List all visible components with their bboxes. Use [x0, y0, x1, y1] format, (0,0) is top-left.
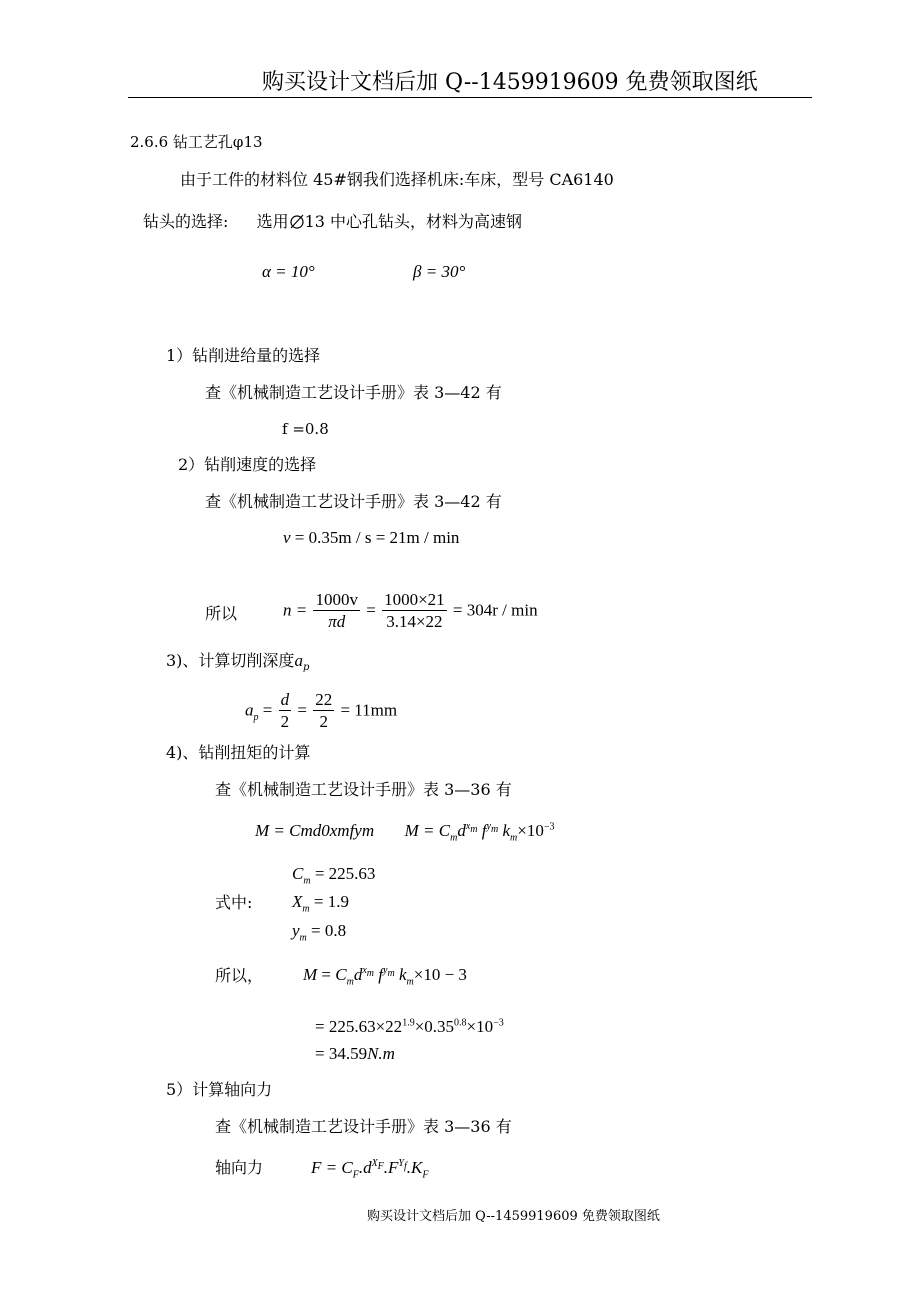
axial-force-label: 轴向力 — [215, 1158, 264, 1177]
step3-symbol: a — [294, 651, 303, 670]
depth-lhs: a — [245, 700, 254, 720]
coef-c-value: = 225.63 — [314, 864, 376, 883]
depth-result: = 11mm — [340, 700, 398, 720]
equals-sign-2: = — [297, 700, 307, 720]
intro-paragraph: 由于工件的材料位 45#钢我们选择机床:车床，型号 CA6140 — [180, 170, 614, 189]
coef-y: $y_m = 0.8$ — [292, 921, 347, 944]
rpm-result: = 304r / min — [452, 600, 538, 620]
torque-formula-2: M = C — [404, 821, 451, 840]
step1-value: f =0.8 — [282, 420, 329, 438]
step5-title: 5）计算轴向力 — [166, 1080, 273, 1099]
depth-fraction-1 — [279, 690, 292, 733]
torque-calc-exp1: 1.9 — [402, 1017, 415, 1029]
coef-x: $X_m = 1.9$ — [292, 892, 349, 915]
step5-ref: 查《机械制造工艺设计手册》表 3—36 有 — [215, 1117, 512, 1136]
torque-sub-tail: ×10 − 3 — [413, 965, 467, 984]
depth-fraction-2-den: 2 — [319, 712, 328, 731]
depth-fraction-1-den: 2 — [280, 712, 290, 731]
torque-formula-tail: ×10 — [517, 821, 544, 840]
diameter-icon — [289, 212, 305, 230]
velocity-symbol: v — [283, 528, 291, 547]
depth-fraction-2-num: 22 — [315, 690, 333, 709]
header-rule — [128, 97, 812, 98]
torque-calc-exp2: 0.8 — [454, 1017, 467, 1029]
therefore-label-2: 所以， — [215, 966, 264, 985]
torque-calc-c: ×10 — [466, 1017, 494, 1036]
velocity-value: = 0.35m / s = 21m / min — [294, 528, 460, 547]
torque-formula-1: M = Cmd0xmfym — [255, 821, 375, 840]
drill-selection-line — [143, 212, 522, 232]
torque-formula-exp: −3 — [543, 821, 555, 833]
page-footer: 购买设计文档后加 Q--1459919609 免费领取图纸 — [367, 1209, 660, 1224]
beta-equation: β = 30° — [413, 262, 466, 281]
step1-ref: 查《机械制造工艺设计手册》表 3—42 有 — [205, 383, 502, 402]
rpm-fraction-2-num: 1000×21 — [384, 590, 445, 609]
rpm-fraction-2-den: 3.14×22 — [386, 612, 443, 631]
rpm-equation — [283, 590, 538, 633]
coef-label: 式中: — [215, 893, 253, 912]
coef-c: $C_m = 225.63$ — [292, 864, 376, 887]
torque-calc-exp3: −3 — [493, 1017, 504, 1029]
step2-title: 2）钻削速度的选择 — [178, 455, 317, 474]
torque-calc-b: ×0.35 — [414, 1017, 455, 1036]
step3-symbol-sub: p — [302, 662, 310, 674]
torque-substituted-formula: $M = C_md^{x_m}$ $f^{y_m}$ $k_m\times 10 - 3$ — [303, 965, 467, 988]
drill-prefix: 选用 — [256, 212, 289, 231]
drill-suffix: 13 中心孔钻头，材料为高速钢 — [304, 212, 523, 231]
rpm-fraction-1-den: πd — [328, 612, 346, 631]
alpha-equation: α = 10° — [262, 262, 315, 281]
depth-fraction-1-num: d — [280, 690, 290, 709]
step3-title — [166, 651, 310, 674]
step3-title-text: 3)、计算切削深度 — [166, 651, 295, 670]
axial-force-formula: $F = C_F.d^{X_F}.F^{Y_f}.K_F$ — [311, 1158, 429, 1181]
coef-x-value: = 1.9 — [313, 892, 349, 911]
step4-ref: 查《机械制造工艺设计手册》表 3—36 有 — [215, 780, 512, 799]
step4-title: 4)、钻削扭矩的计算 — [166, 743, 311, 762]
page-header: 购买设计文档后加 Q--1459919609 免费领取图纸 — [262, 70, 758, 95]
rpm-fraction-1 — [313, 590, 360, 633]
torque-formula: M = Cmd0xmfym $M = C_md^{x_m}$ $f^{y_m}$ $k_m\times 10^{-3}$ — [255, 821, 555, 844]
torque-result: = 34.59N.m — [315, 1044, 395, 1063]
equals-sign: = — [366, 600, 376, 620]
drill-label: 钻头的选择: — [143, 212, 229, 231]
depth-equation — [245, 690, 397, 733]
depth-lhs-sub: p — [253, 711, 259, 723]
step1-title: 1）钻削进给量的选择 — [166, 346, 321, 365]
section-heading: 2.6.6 钻工艺孔φ13 — [130, 133, 263, 151]
torque-calc-a: = 225.63×22 — [315, 1017, 403, 1036]
step2-ref: 查《机械制造工艺设计手册》表 3—42 有 — [205, 492, 502, 511]
depth-fraction-2 — [313, 690, 334, 733]
velocity-equation — [283, 528, 459, 548]
rpm-fraction-2 — [382, 590, 447, 633]
therefore-label-1: 所以 — [205, 604, 238, 623]
rpm-fraction-1-num: 1000v — [315, 590, 358, 609]
torque-calc-line — [315, 1017, 504, 1037]
rpm-lhs: n = — [283, 600, 308, 620]
equals-sign-1: = — [262, 700, 273, 720]
coef-y-value: = 0.8 — [311, 921, 347, 940]
